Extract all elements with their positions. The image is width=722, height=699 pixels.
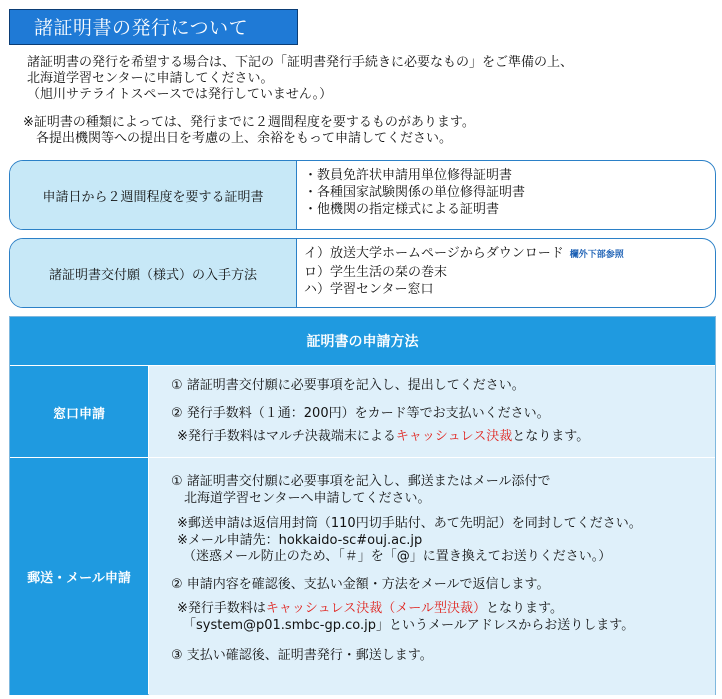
counter-fee-note-red: キャッシュレス決裁: [395, 429, 513, 444]
intro-line-3: （旭川サテライトスペースでは発行していません。）: [27, 87, 333, 102]
counter-fee-note-pre: ※発行手数料はマルチ決裁端末による: [177, 429, 396, 444]
mail-sender-note: 「system@p01.smbc-gp.co.jp」というメールアドレスからお送りします。: [183, 618, 635, 633]
acquisition-item-1: [304, 245, 624, 264]
mail-fee-note-pre: ※発行手数料は: [177, 601, 266, 616]
acquisition-item-1-text: イ）放送大学ホームページからダウンロード: [304, 246, 564, 261]
intro-note-2: 各提出機関等への提出日を考慮の上、余裕をもって申請してください。: [23, 131, 453, 146]
footnote-reference: 欄外下部参照: [569, 250, 624, 260]
table-header: 証明書の申請方法: [10, 317, 715, 365]
mail-step-3: ③ 支払い確認後、証明書発行・郵送します。: [171, 648, 433, 663]
row-body-counter: [149, 365, 715, 458]
acquisition-item-3: ハ）学習センター窓口: [304, 282, 434, 297]
certificate-item-1: ・教員免許状申請用単位修得証明書: [304, 168, 513, 183]
mail-spam-note: （迷惑メール防止のため、「＃」を「@」に置き換えてお送りください。）: [183, 549, 612, 564]
counter-step-1: ① 諸証明書交付願に必要事項を記入し、提出してください。: [171, 378, 525, 393]
row-body-mail: [149, 457, 715, 695]
mail-step-2: ② 申請内容を確認後、支払い金額・方法をメールで返信します。: [171, 577, 550, 592]
mail-fee-note-post: となります。: [486, 601, 563, 616]
counter-fee-note-post: となります。: [512, 429, 590, 444]
mail-email-address-note: ※メール申請先：hokkaido-sc#ouj.ac.jp: [177, 533, 423, 548]
intro-line-2: 北海道学習センターに申請してください。: [27, 71, 274, 86]
row-label-mail: 郵送・メール申請: [10, 457, 148, 695]
two-week-certificates-box: [9, 160, 716, 230]
certificate-item-2: ・各種国家試験関係の単位修得証明書: [304, 185, 526, 200]
counter-step-2: ② 発行手数料（１通：200円）をカード等でお支払いください。: [171, 406, 550, 421]
row-label-counter: 窓口申請: [10, 365, 148, 458]
intro-line-1: 諸証明書の発行を希望する場合は、下記の「証明書発行手続きに必要なもの」をご準備の上、: [27, 55, 574, 70]
two-week-certificates-label: 申請日から２週間程度を要する証明書: [10, 161, 297, 229]
form-acquisition-box: [9, 238, 716, 308]
form-acquisition-label: 諸証明書交付願（様式）の入手方法: [10, 239, 297, 307]
mail-step-1-cont: 北海道学習センターへ申請してください。: [171, 491, 431, 506]
intro-note-1: ※証明書の種類によっては、発行までに２週間程度を要するものがあります。: [23, 115, 475, 130]
mail-postal-note: ※郵送申請は返信用封筒（110円切手貼付、あて先明記）を同封してください。: [177, 516, 642, 531]
mail-fee-note: [177, 601, 563, 616]
page-title: 諸証明書の発行について: [9, 9, 298, 45]
mail-step-1: ① 諸証明書交付願に必要事項を記入し、郵送またはメール添付で: [171, 474, 551, 489]
mail-fee-note-red: キャッシュレス決裁（メール型決裁）: [265, 601, 486, 616]
application-methods-table: [9, 316, 716, 695]
acquisition-item-2: ロ）学生生活の栞の巻末: [304, 265, 448, 280]
certificate-item-3: ・他機関の指定様式による証明書: [304, 202, 500, 217]
counter-fee-note: [177, 429, 589, 444]
